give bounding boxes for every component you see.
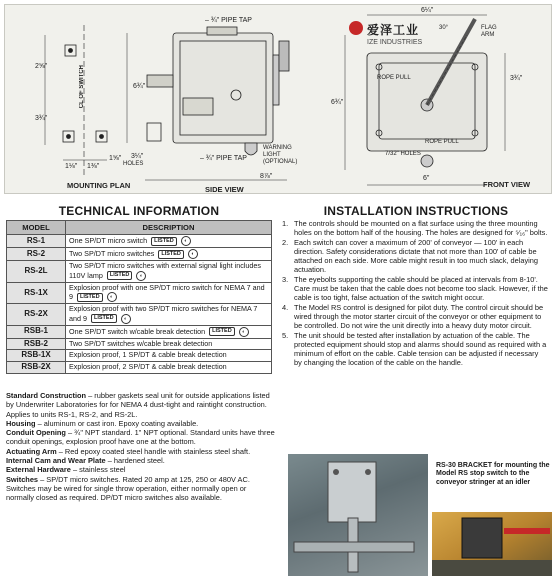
model-cell: RS-1X bbox=[7, 282, 66, 304]
construction-text: – rubber gaskets seal unit for outside applications listed by Underwriter Laboratories for for NEMA 4 dust-tight and raintight construction. Applies to units RS-1, RS-2, and RS-2L. bbox=[6, 391, 270, 419]
installed-switch-photo bbox=[432, 512, 552, 576]
model-cell: RS-2 bbox=[7, 248, 66, 261]
rope-pull-top-label: ROPE PULL bbox=[377, 75, 411, 81]
description-cell bbox=[66, 350, 272, 362]
company-logo bbox=[367, 21, 457, 46]
table-row bbox=[7, 304, 272, 326]
table-row bbox=[7, 350, 272, 362]
construction-head: Internal Cam and Wear Plate bbox=[6, 456, 106, 466]
csa-cert-icon: ◐ bbox=[239, 327, 249, 337]
csa-cert-icon: ◐ bbox=[136, 271, 146, 281]
dim-label: 3¾" bbox=[510, 75, 523, 82]
ul-listed-badge: LISTED bbox=[107, 271, 133, 280]
construction-text: – hardened steel. bbox=[105, 456, 165, 466]
construction-text: – aluminum or cast iron. Epoxy coating available. bbox=[35, 418, 199, 428]
construction-head: Switches bbox=[6, 474, 39, 484]
construction-head: Housing bbox=[6, 418, 36, 428]
construction-item bbox=[6, 456, 276, 465]
list-item bbox=[282, 238, 548, 275]
ul-listed-badge: LISTED bbox=[151, 237, 177, 246]
model-cell: RSB-2X bbox=[7, 361, 66, 373]
list-item bbox=[282, 303, 548, 331]
description-cell bbox=[66, 325, 272, 338]
table-row bbox=[7, 361, 272, 373]
table-row bbox=[7, 261, 272, 283]
dim-label: 8⅞" bbox=[260, 173, 273, 180]
construction-text: – ¾" NPT standard. 1" NPT optional. Standard units have three conduit openings, explosion proof have one at the bottom. bbox=[6, 428, 275, 447]
bracket-photo bbox=[288, 454, 428, 576]
rope-pull-bottom-label: ROPE PULL bbox=[425, 139, 459, 145]
description-text: One SP/DT micro switch bbox=[69, 235, 148, 245]
table-header-row bbox=[7, 221, 272, 235]
csa-cert-icon: ◐ bbox=[188, 249, 198, 259]
item-text: The Model RS control is designed for pilot duty. The control circuit should be wired through the motor starter circuit of the conveyor or other equipment to be controlled. Do not wire the unit directly into a heavy duty motor circuit. bbox=[294, 302, 544, 331]
description-text: Explosion proof, 2 SP/DT & cable break detection bbox=[69, 361, 227, 371]
photo-caption: RS-30 BRACKET for mounting the Model RS stop switch to the conveyor stringer at an idler bbox=[436, 462, 550, 486]
item-number: 2. bbox=[282, 237, 289, 247]
dim-label: 3¼" bbox=[131, 153, 144, 160]
model-cell: RSB-1X bbox=[7, 350, 66, 362]
model-cell: RS-2X bbox=[7, 304, 66, 326]
model-cell: RSB-1 bbox=[7, 325, 66, 338]
description-cell bbox=[66, 304, 272, 326]
description-cell bbox=[66, 361, 272, 373]
item-text: Each switch can cover a maximum of 200' of conveyor — 100' in each direction. Safety considerations dictate that not more than 100' of cable be attached on each side. More cable might result in too much slack, delaying actuation. bbox=[294, 237, 539, 275]
description-text: Two SP/DT switches w/cable break detection bbox=[69, 338, 213, 348]
construction-item bbox=[6, 428, 276, 447]
pipe-tap-bottom-label: – ¾" PIPE TAP bbox=[200, 155, 247, 162]
front-view-label: FRONT VIEW bbox=[483, 180, 531, 189]
table-row bbox=[7, 325, 272, 338]
header-model: MODEL bbox=[7, 221, 66, 235]
dim-label: 6¾" bbox=[331, 99, 344, 106]
construction-text: – stainless steel bbox=[70, 465, 126, 475]
flag-arm-label: FLAG ARM bbox=[481, 25, 497, 38]
install-title: INSTALLATION INSTRUCTIONS bbox=[323, 204, 509, 218]
model-cell: RSB-2 bbox=[7, 338, 66, 350]
list-item bbox=[282, 331, 548, 368]
dim-label: 2⅝" bbox=[35, 63, 48, 70]
installed-switch-photo-svg bbox=[432, 512, 552, 576]
technical-drawing-panel bbox=[4, 4, 552, 194]
construction-item bbox=[6, 475, 276, 503]
logo-cn: 爱泽工业 bbox=[367, 23, 420, 37]
ul-listed-badge: LISTED bbox=[91, 314, 117, 323]
angle-label: 30° bbox=[439, 25, 449, 31]
logo-en: IZE INDUSTRIES bbox=[367, 39, 423, 46]
item-text: The controls should be mounted on a flat surface using the three mounting holes on the bottom half of the housing. The holes are designed for ⁵⁄₁₆" bolts. bbox=[294, 219, 548, 238]
item-text: The unit should be tested after installation by actuation of the cable. The protected equipment should stop and alarms should sound as required with a minimum of effort on the cable. Cable tension can be adjusted if necessary by changing the location of the cable on the handle. bbox=[294, 330, 547, 368]
description-cell bbox=[66, 282, 272, 304]
dim-label: 1⅜" bbox=[87, 163, 100, 170]
dim-label: 6¾" bbox=[133, 83, 146, 90]
holes-label: HOLES bbox=[123, 161, 144, 167]
mounting-plan-label: MOUNTING PLAN bbox=[67, 181, 131, 190]
dim-label: 6¼" bbox=[421, 7, 434, 14]
construction-specs bbox=[6, 391, 276, 503]
description-text: Two SP/DT micro switches with external signal light includes 110V lamp bbox=[69, 261, 262, 280]
csa-cert-icon: ◐ bbox=[121, 314, 131, 324]
description-text: Explosion proof with two SP/DT micro switches for NEMA 7 and 9 bbox=[69, 304, 258, 323]
csa-cert-icon: ◐ bbox=[107, 292, 117, 302]
construction-head: Conduit Opening bbox=[6, 428, 66, 438]
construction-item bbox=[6, 391, 276, 419]
description-cell bbox=[66, 261, 272, 283]
description-cell bbox=[66, 235, 272, 248]
csa-cert-icon: ◐ bbox=[181, 236, 191, 246]
construction-head: External Hardware bbox=[6, 465, 71, 475]
logo-mark-icon bbox=[349, 21, 363, 35]
dim-label: 1⅝" bbox=[109, 155, 122, 162]
holes-dim-label: 7/32" HOLES bbox=[385, 151, 421, 157]
ul-listed-badge: LISTED bbox=[158, 250, 184, 259]
construction-item bbox=[6, 465, 276, 474]
item-number: 3. bbox=[282, 274, 289, 284]
description-text: One SP/DT switch w/cable break detection bbox=[69, 326, 206, 336]
construction-item bbox=[6, 419, 276, 428]
cl-of-switch-label: CL OF SWITCH bbox=[79, 65, 85, 109]
table-row bbox=[7, 235, 272, 248]
dim-label: 3¾" bbox=[35, 115, 48, 122]
list-item bbox=[282, 275, 548, 303]
description-text: Explosion proof, 1 SP/DT & cable break detection bbox=[69, 350, 227, 360]
item-text: The eyebolts supporting the cable should be placed at intervals from 8-10'. Care must be taken that the cable does not become too slack. However, if the cable is too tight, false actuation of the switch might occur. bbox=[294, 274, 548, 303]
warning-light-icon bbox=[245, 143, 257, 155]
dim-label: 1⅛" bbox=[65, 163, 78, 170]
construction-head: Actuating Arm bbox=[6, 446, 57, 456]
warning-light-label: WARNING LIGHT (OPTIONAL) bbox=[263, 145, 298, 165]
item-number: 5. bbox=[282, 330, 289, 340]
ul-listed-badge: LISTED bbox=[209, 327, 235, 336]
side-view-label: SIDE VIEW bbox=[205, 185, 244, 194]
description-cell bbox=[66, 248, 272, 261]
table-row bbox=[7, 248, 272, 261]
item-number: 1. bbox=[282, 219, 289, 228]
pipe-tap-top-label: – ¾" PIPE TAP bbox=[205, 17, 252, 24]
table-row bbox=[7, 282, 272, 304]
description-text: Two SP/DT micro switches bbox=[69, 248, 155, 258]
ul-listed-badge: LISTED bbox=[77, 293, 103, 302]
install-list bbox=[282, 219, 548, 368]
description-cell bbox=[66, 338, 272, 350]
side-view-housing bbox=[173, 33, 273, 143]
list-item bbox=[282, 219, 548, 238]
table-row bbox=[7, 338, 272, 350]
construction-item bbox=[6, 447, 276, 456]
model-spec-table bbox=[6, 220, 272, 374]
item-number: 4. bbox=[282, 302, 289, 312]
description-text: Explosion proof with one SP/DT micro switch for NEMA 7 and 9 bbox=[69, 282, 265, 302]
dim-label: 6" bbox=[423, 175, 430, 182]
construction-head: Standard Construction bbox=[6, 391, 87, 400]
model-cell: RS-2L bbox=[7, 261, 66, 283]
construction-text: – Red epoxy coated steel handle with stainless steel shaft. bbox=[56, 446, 251, 456]
construction-text: – SP/DT micro switches. Rated 20 amp at 125, 250 or 480V AC. Switches may be wired for single throw operation, either normally open or normally closed as required. DP/DT micro switches also available. bbox=[6, 474, 250, 503]
model-cell: RS-1 bbox=[7, 235, 66, 248]
tech-info-title: TECHNICAL INFORMATION bbox=[58, 204, 220, 218]
header-description: DESCRIPTION bbox=[66, 221, 272, 235]
bracket-photo-svg bbox=[288, 454, 428, 576]
